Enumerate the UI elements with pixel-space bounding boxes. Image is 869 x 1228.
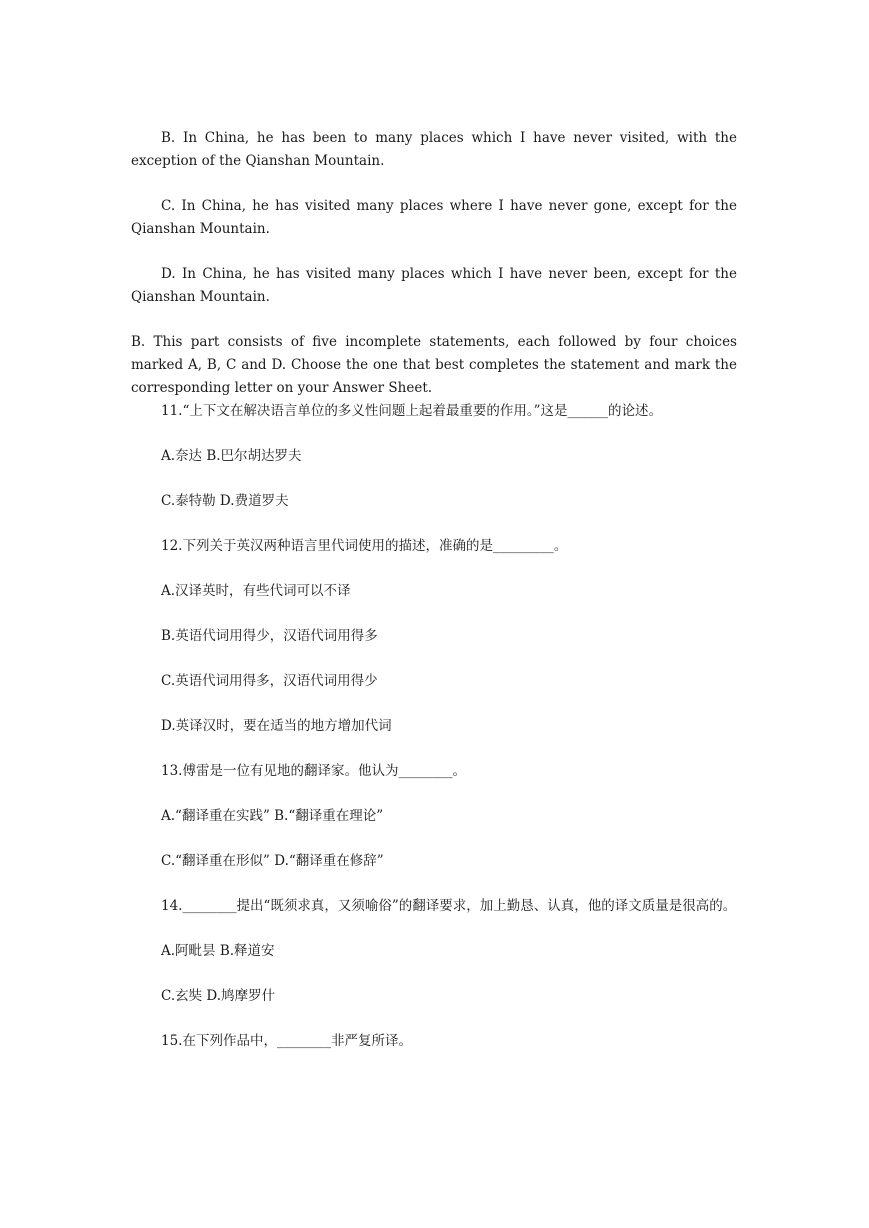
question-11-option-row: A.奈达 B.巴尔胡达罗夫 — [161, 448, 302, 464]
question-12-option: D.英译汉时，要在适当的地方增加代词 — [161, 718, 392, 734]
question-11-stem: 11.“上下文在解决语言单位的多义性问题上起着最重要的作用。”这是______的论述。 — [161, 403, 663, 419]
question-12-option: A.汉译英时，有些代词可以不译 — [161, 583, 351, 599]
option-c-prev: C. In China, he has visited many places where I have never gone, except for the Qianshan Mountain. — [131, 198, 737, 237]
question-13-option-row: A.“翻译重在实践” B.“翻译重在理论” — [161, 808, 384, 824]
question-13-option-row: C.“翻译重在形似” D.“翻译重在修辞” — [161, 853, 384, 869]
question-15-stem: 15.在下列作品中，________非严复所译。 — [161, 1033, 412, 1049]
section-b-instructions: B. This part consists of five incomplete statements, each followed by four choices marked A, B, C and D. Choose the one that best completes the statement and mark the corresponding letter on your Answer Sheet. — [131, 334, 737, 396]
question-13-stem: 13.傅雷是一位有见地的翻译家。他认为________。 — [161, 763, 466, 779]
question-14-option-row: C.玄奘 D.鸠摩罗什 — [161, 988, 276, 1004]
question-14-option-row: A.阿毗昙 B.释道安 — [161, 943, 275, 959]
question-14-stem: 14.________提出“既须求真，又须喻俗”的翻译要求，加上勤恳、认真，他的译文质量是很高的。 — [161, 898, 737, 914]
question-12-option: B.英语代词用得少，汉语代词用得多 — [161, 628, 378, 644]
question-11-option-row: C.泰特勒 D.费道罗夫 — [161, 493, 289, 509]
question-12-stem: 12.下列关于英汉两种语言里代词使用的描述，准确的是_________。 — [161, 538, 568, 554]
option-b-prev: B. In China, he has been to many places which I have never visited, with the exception of the Qianshan Mountain. — [131, 130, 737, 169]
option-d-prev: D. In China, he has visited many places which I have never been, except for the Qianshan Mountain. — [131, 266, 737, 305]
question-12-option: C.英语代词用得多，汉语代词用得少 — [161, 673, 378, 689]
document-page — [131, 127, 737, 1053]
